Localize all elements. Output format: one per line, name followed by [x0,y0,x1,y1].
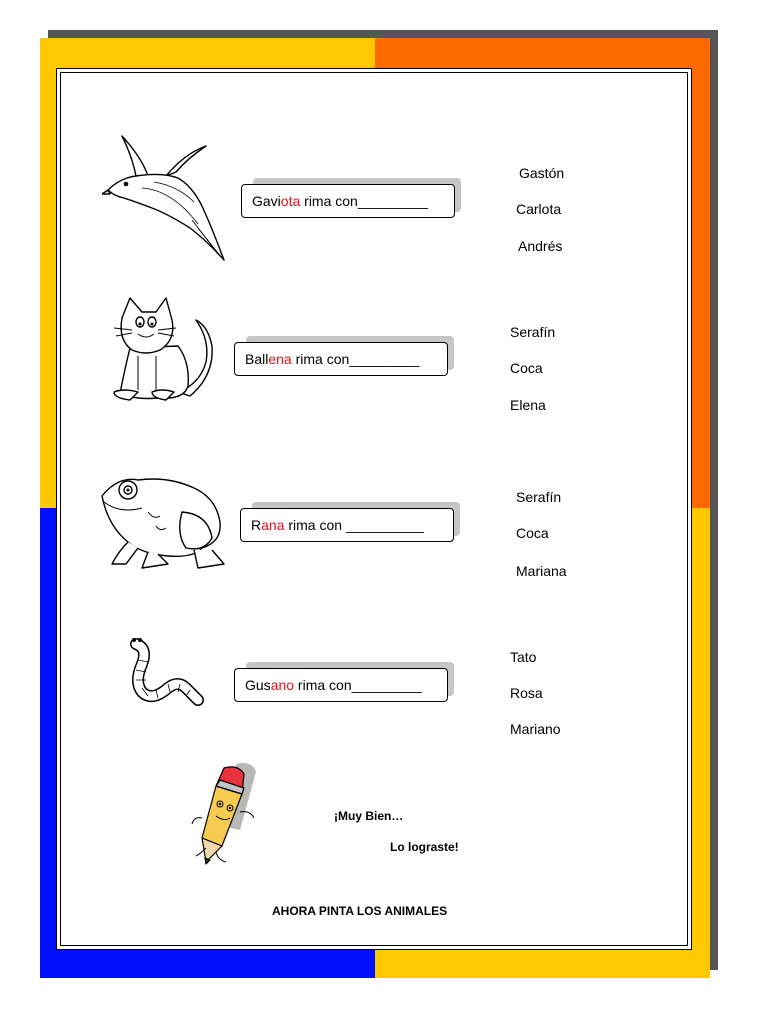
word-highlight: ano [270,677,295,693]
praise-line-2: Lo lograste! [390,840,459,854]
rhyme-box-1 [241,184,461,226]
rhyme-box-2 [234,342,454,384]
word-start: Gus [245,677,271,693]
rhyme-box-3 [240,508,460,550]
option-2-2: Coca [510,360,543,376]
cat-icon [108,296,214,406]
rhyme-box-4 [234,668,454,710]
word-start: R [251,517,262,533]
word-highlight: ana [261,517,285,533]
rhyme-prompt: rima con __________ [284,517,424,533]
option-1-1: Gastón [519,165,565,181]
option-2-3: Elena [510,397,546,413]
option-3-3: Mariana [516,563,567,579]
option-4-3: Mariano [510,721,561,737]
rhyme-sentence-1 [241,184,455,218]
word-start: Ball [245,351,269,367]
rhyme-sentence-4 [234,668,448,702]
option-4-1: Tato [510,649,537,665]
option-1-2: Carlota [516,201,562,217]
seagull-icon [102,128,232,264]
rhyme-sentence-3 [240,508,454,542]
instruction-text: AHORA PINTA LOS ANIMALES [272,904,448,918]
rhyme-prompt: rima con_________ [300,193,428,209]
rhyme-prompt: rima con_________ [291,351,420,367]
word-highlight: ota [280,193,301,209]
option-2-1: Serafín [510,324,556,340]
word-highlight: ena [268,351,292,367]
option-4-2: Rosa [510,685,543,701]
frog-icon [98,472,228,574]
praise-line-1: ¡Muy Bien… [334,809,404,823]
rhyme-prompt: rima con_________ [294,677,422,693]
option-3-1: Serafín [516,489,562,505]
option-3-2: Coca [516,525,549,541]
rhyme-sentence-2 [234,342,448,376]
option-1-3: Andrés [518,238,563,254]
word-start: Gavi [252,193,281,209]
worm-icon [120,630,206,706]
pencil-character-icon [190,758,262,868]
